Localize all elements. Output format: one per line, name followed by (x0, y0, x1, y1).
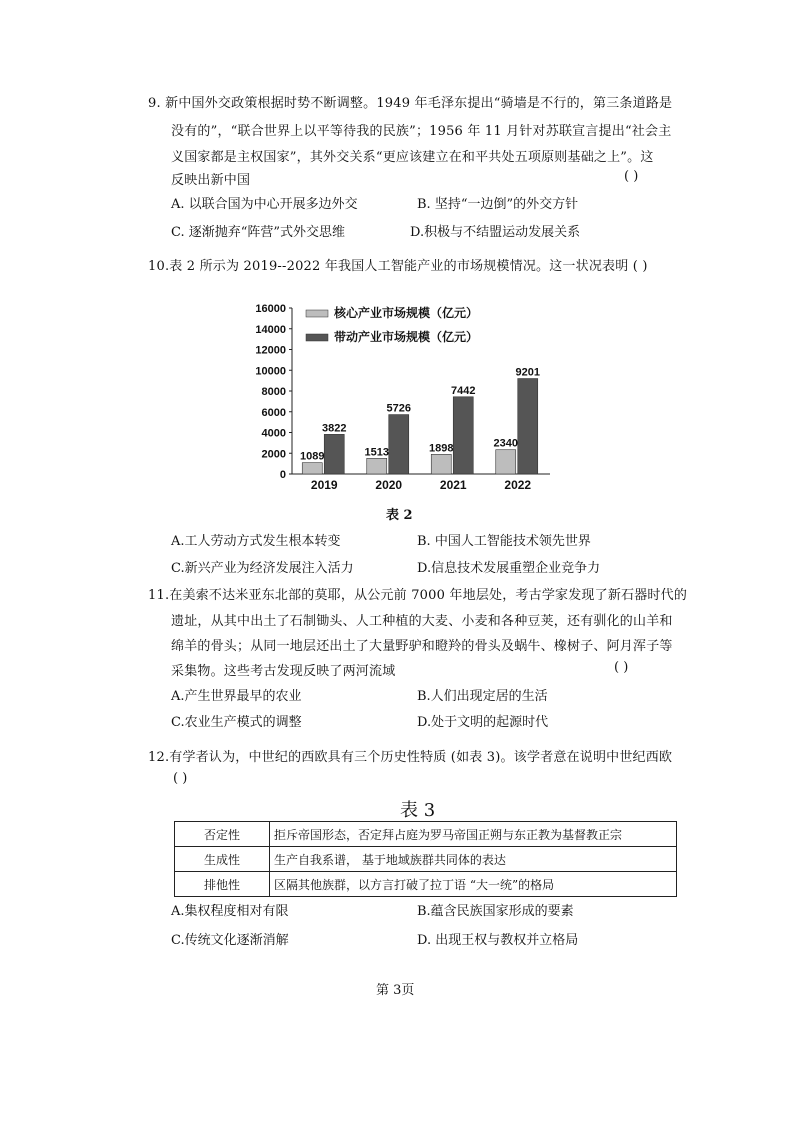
data-label: 2340 (493, 437, 518, 450)
q9-option-a: A. 以联合国为中心开展多边外交 (171, 197, 358, 212)
x-tick-label: 2021 (439, 478, 467, 492)
y-tick-label: 10000 (255, 365, 286, 378)
legend-swatch (306, 334, 328, 341)
q10-option-c: C.新兴产业为经济发展注入活力 (171, 561, 354, 576)
bar-core (302, 463, 322, 474)
q9-stem-line-2: 没有的”，“联合世界上以平等待我的民族”；1956 年 11 月针对苏联宣言提出“社会主 (171, 124, 672, 139)
x-tick-label: 2022 (504, 478, 532, 492)
q11-stem-line-4: 采集物。这些考古发现反映了两河流域 (171, 664, 396, 679)
bar-driven (518, 379, 538, 474)
q9-answer-bracket: ( ) (624, 169, 639, 184)
x-tick-label: 2020 (375, 478, 403, 492)
bar-core (496, 450, 516, 474)
q9-option-c: C. 逐渐抛弃“阵营”式外交思维 (171, 225, 346, 240)
q9-option-b: B. 坚持“一边倒”的外交方针 (417, 197, 579, 212)
y-tick-label: 2000 (261, 448, 286, 461)
q12-stem-line-1: 12.有学者认为，中世纪的西欧具有三个历史性特质 (如表 3)。该学者意在说明中世纪西欧 (148, 750, 673, 765)
q12-option-c: C.传统文化逐渐消解 (171, 933, 289, 948)
page-number: 第 3页 (376, 983, 415, 998)
data-label: 1089 (300, 450, 325, 463)
bar-core (367, 458, 387, 474)
table-row (175, 872, 677, 897)
bar-driven (389, 415, 409, 474)
y-tick-label: 6000 (261, 406, 286, 419)
y-tick-label: 16000 (255, 303, 286, 315)
q11-stem-line-3: 绵羊的骨头；从同一地层还出土了大量野驴和瞪羚的骨头及蜗牛、橡树子、阿月浑子等 (171, 639, 673, 654)
data-label: 7442 (451, 384, 476, 397)
q9-option-d: D.积极与不结盟运动发展关系 (410, 225, 581, 240)
q11-option-c: C.农业生产模式的调整 (171, 715, 302, 730)
table-cell-key: 排他性 (175, 872, 270, 897)
x-tick-label: 2019 (310, 478, 338, 492)
bar-core (431, 454, 451, 474)
table-cell-value: 拒斥帝国形态，否定拜占庭为罗马帝国正朔与东正教为基督教正宗 (270, 822, 677, 847)
table-3 (174, 821, 677, 897)
q9-stem-line-1: 9. 新中国外交政策根据时势不断调整。1949 年毛泽东提出“骑墙是不行的，第三条道路是 (148, 96, 673, 111)
market-size-chart (246, 296, 556, 496)
q11-answer-bracket: ( ) (614, 660, 629, 675)
table-2-caption: 表 2 (386, 508, 413, 523)
y-tick-label: 0 (279, 469, 286, 481)
q12-option-a: A.集权程度相对有限 (171, 904, 289, 919)
market-size-bar-chart (246, 296, 556, 496)
data-label: 9201 (515, 366, 540, 379)
table-row (175, 847, 677, 872)
y-tick-label: 12000 (255, 344, 286, 357)
data-label: 5726 (386, 402, 411, 415)
legend-swatch (306, 310, 328, 317)
bar-driven (324, 434, 344, 474)
q11-stem-line-1: 11.在美索不达米亚东北部的莫耶，从公元前 7000 年地层处，考古学家发现了新石器时代的 (148, 588, 688, 603)
data-label: 1898 (429, 442, 454, 455)
y-tick-label: 4000 (261, 427, 286, 440)
q11-stem-line-2: 遗址，从其中出土了石制锄头、人工种植的大麦、小麦和各种豆荚，还有驯化的山羊和 (171, 614, 673, 629)
table-row (175, 822, 677, 847)
q10-option-a: A.工人劳动方式发生根本转变 (171, 534, 341, 549)
q10-option-b: B. 中国人工智能技术领先世界 (417, 534, 591, 549)
legend-label: 带动产业市场规模（亿元） (334, 330, 479, 344)
data-label: 1513 (364, 446, 389, 459)
q11-option-b: B.人们出现定居的生活 (417, 689, 548, 704)
table-cell-value: 区隔其他族群，以方言打破了拉丁语 “大一统”的格局 (270, 872, 677, 897)
q10-stem-line-1: 10.表 2 所示为 2019--2022 年我国人工智能产业的市场规模情况。这一状况表明 ( ) (148, 259, 648, 274)
q12-answer-bracket: ( ) (173, 771, 188, 786)
q11-option-a: A.产生世界最早的农业 (171, 689, 302, 704)
q12-option-d: D. 出现王权与教权并立格局 (417, 933, 579, 948)
data-label: 3822 (322, 422, 347, 435)
table-cell-key: 生成性 (175, 847, 270, 872)
q10-option-d: D.信息技术发展重塑企业竞争力 (417, 561, 601, 576)
q9-stem-line-3: 义国家都是主权国家”，其外交关系“更应该建立在和平共处五项原则基础之上”。这 (171, 150, 654, 165)
y-tick-label: 8000 (261, 386, 286, 398)
table-cell-value: 生产自我系谱， 基于地域族群共同体的表达 (270, 847, 677, 872)
bar-driven (453, 397, 473, 474)
table-cell-key: 否定性 (175, 822, 270, 847)
q9-stem-line-4: 反映出新中国 (171, 173, 251, 188)
q12-option-b: B.蕴含民族国家形成的要素 (417, 904, 574, 919)
y-tick-label: 14000 (255, 323, 286, 336)
q11-option-d: D.处于文明的起源时代 (417, 715, 549, 730)
legend-label: 核心产业市场规模（亿元） (334, 306, 479, 320)
table-3-title: 表 3 (400, 800, 436, 821)
